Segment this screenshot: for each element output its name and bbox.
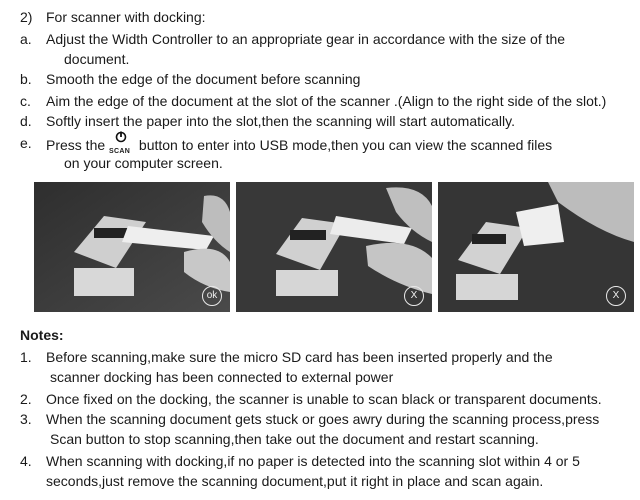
- scanner-photo-wrong: [438, 182, 634, 312]
- step-text-before-icon: Press the: [46, 137, 106, 153]
- note-marker: 1.: [20, 349, 32, 365]
- note-text: Before scanning,make sure the micro SD card has been inserted properly and the: [46, 349, 553, 365]
- photo-strip: [34, 182, 634, 312]
- section-number: 2): [20, 9, 33, 25]
- ok-badge: ok: [202, 286, 222, 306]
- scanner-photo-wrong: [236, 182, 432, 312]
- step-marker: e.: [20, 135, 32, 151]
- note-text: Once fixed on the docking, the scanner is unable to scan black or transparent documents.: [46, 391, 602, 407]
- notes-title: Notes:: [20, 327, 64, 343]
- step-text: on your computer screen.: [64, 155, 223, 171]
- scanner-photo-correct: [34, 182, 230, 312]
- note-marker: 2.: [20, 391, 32, 407]
- step-text: Adjust the Width Controller to an appropriate gear in accordance with the size of the: [46, 31, 566, 47]
- step-marker: b.: [20, 71, 32, 87]
- section-title: For scanner with docking:: [46, 9, 206, 25]
- note-marker: 3.: [20, 411, 32, 427]
- step-marker: c.: [20, 93, 31, 109]
- note-text: scanner docking has been connected to external power: [50, 369, 394, 385]
- note-text: seconds,just remove the scanning document,put it right in place and scan again.: [46, 473, 544, 489]
- note-text: Scan button to stop scanning,then take out the document and restart scanning.: [50, 431, 539, 447]
- note-text: When scanning with docking,if no paper is detected into the scanning slot within 4 or 5: [46, 453, 580, 469]
- step-text: Smooth the edge of the document before scanning: [46, 71, 361, 87]
- note-text: When the scanning document gets stuck or goes awry during the scanning process,press: [46, 411, 600, 427]
- step-text: document.: [64, 51, 130, 67]
- step-text: [46, 134, 552, 154]
- step-text: Aim the edge of the document at the slot of the scanner .(Align to the right side of the slot.): [46, 93, 607, 109]
- step-text-after-icon: button to enter into USB mode,then you can view the scanned files: [138, 137, 553, 153]
- scan-power-icon: [109, 134, 135, 155]
- step-text: Softly insert the paper into the slot,then the scanning will start automatically.: [46, 113, 515, 129]
- step-marker: a.: [20, 31, 32, 47]
- step-marker: d.: [20, 113, 32, 129]
- note-marker: 4.: [20, 453, 32, 469]
- scan-icon-label: SCAN: [109, 148, 131, 155]
- x-badge: X: [404, 286, 424, 306]
- x-badge: X: [606, 286, 626, 306]
